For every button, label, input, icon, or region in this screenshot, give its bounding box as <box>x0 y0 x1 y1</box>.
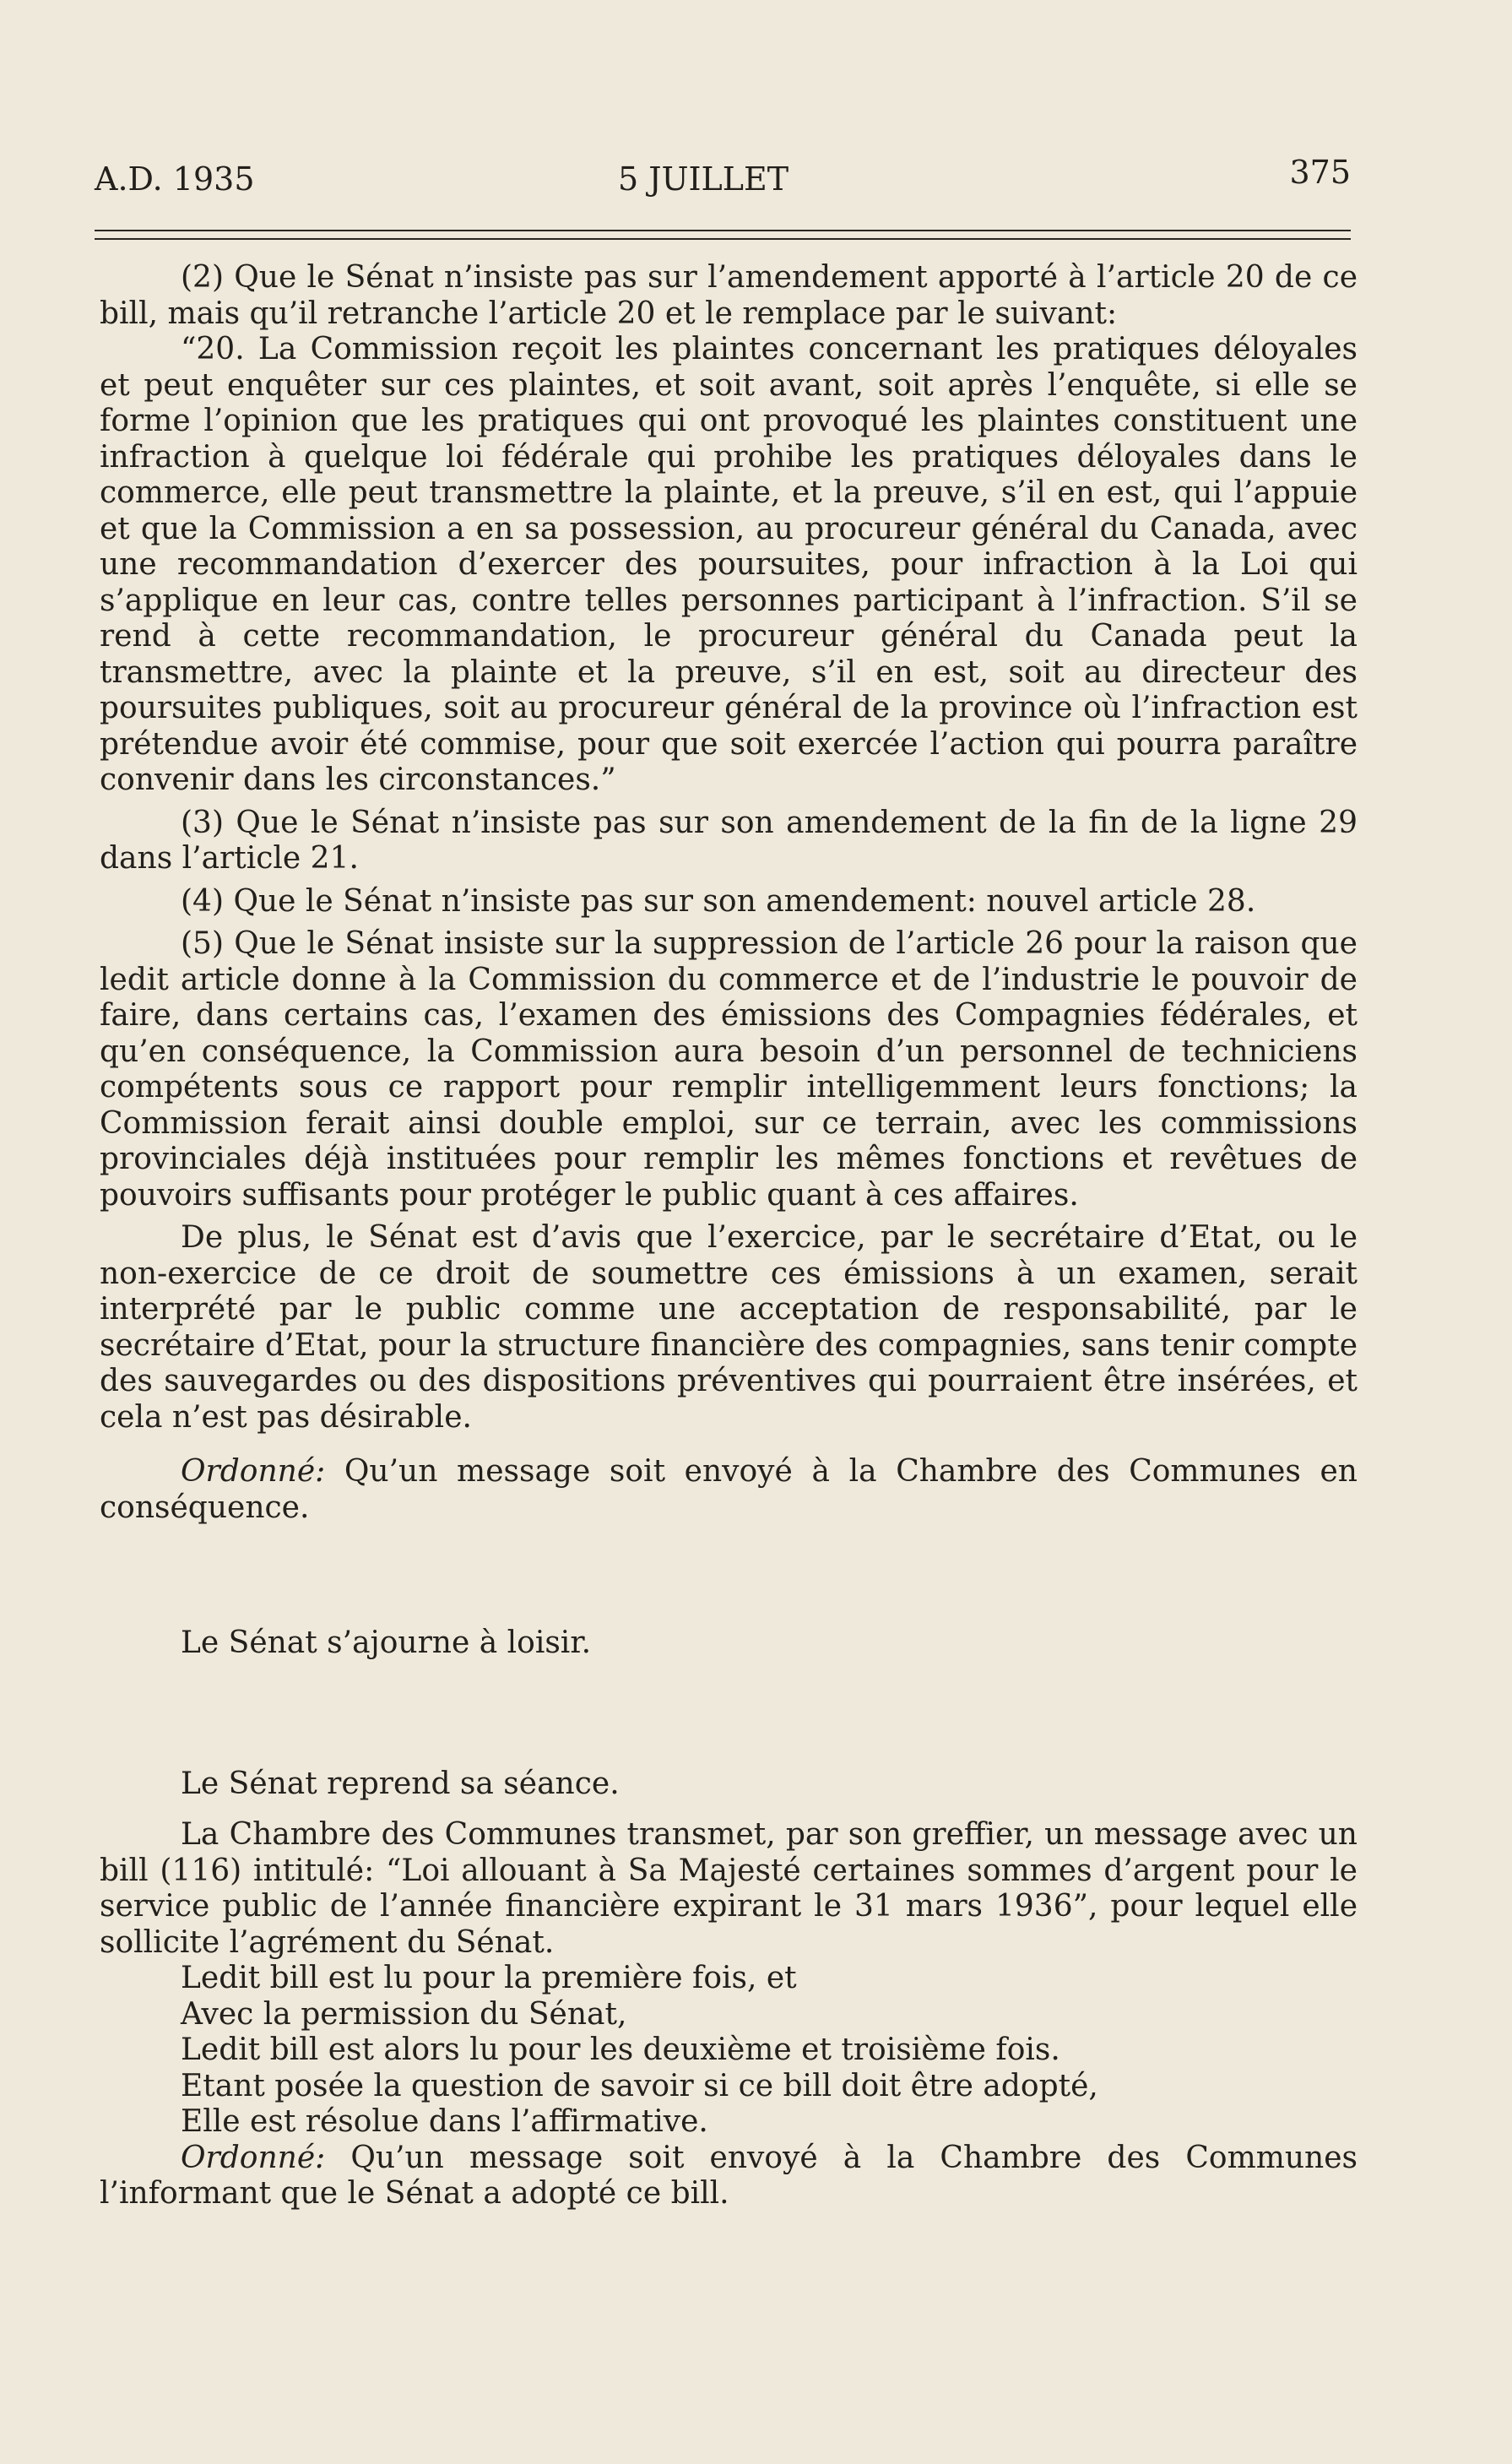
paragraph-de-plus: De plus, le Sénat est d’avis que l’exercice, par le secrétaire d’Etat, ou le non-exercice de ce droit de soumettre ces émissions à un examen, serait interprété par le public comme une acceptation de responsabilité, par le secrétaire d’Etat, pour la structure financière des compagnies, sans tenir compte des sauvegardes ou des dispositions préventives qui pourraient être insérées, et cela n’est pas désirable. <box>100 1220 1358 1435</box>
ordonne-paragraph-2 <box>100 2141 1358 2212</box>
header-year: A.D. 1935 <box>95 160 255 198</box>
ordonne-label-2: Ordonné: <box>181 2140 326 2175</box>
senate-resumes: Le Sénat reprend sa séance. <box>181 1766 620 1801</box>
ordonne-text-1: Qu’un message soit envoyé à la Chambre des Communes en conséquence. <box>100 1454 1358 1525</box>
paragraph-article-20: “20. La Commission reçoit les plaintes concernant les pratiques déloyales et peut enquêter sur ces plaintes, et soit avant, soit après l’enquête, si elle se forme l’opinion que les pratiques qui ont provoqué les plaintes constituent une infraction à quelque loi fédérale qui prohibe les pratiques déloyales dans le commerce, elle peut transmettre la plainte, et la preuve, s’il en est, qui l’appuie et que la Commission a en sa possession, au procureur général du Canada, avec une recommandation d’exercer des poursuites, pour infraction à la Loi qui s’applique en leur cas, contre telles personnes participant à l’infraction. S’il se rend à cette recommandation, le procureur général du Canada peut la transmettre, avec la plainte et la preuve, s’il en est, soit au directeur des poursuites publiques, soit au procureur général de la province où l’infraction est prétendue avoir été commise, pour que soit exercée l’action qui pourra paraître convenir dans les circonstances.” <box>100 332 1358 797</box>
ordonne-paragraph-1 <box>100 1454 1358 1526</box>
step-question: Etant posée la question de savoir si ce bill doit être adopté, <box>181 2068 1098 2103</box>
step-permission: Avec la permission du Sénat, <box>181 1996 627 2032</box>
step-first-reading: Ledit bill est lu pour la première fois, et <box>181 1961 797 1995</box>
paragraph-3: (3) Que le Sénat n’insiste pas sur son amendement de la fin de la ligne 29 dans l’article 21. <box>100 805 1358 876</box>
document-body <box>100 260 1358 2212</box>
header-rule-top <box>95 230 1351 231</box>
header-rule-bottom <box>95 238 1351 240</box>
step-second-third-reading: Ledit bill est alors lu pour les deuxième et troisième fois. <box>181 2033 1060 2067</box>
paragraph-2: (2) Que le Sénat n’insiste pas sur l’amendement apporté à l’article 20 de ce bill, mais qu’il retranche l’article 20 et le remplace par le suivant: <box>100 260 1358 331</box>
ordonne-label-1: Ordonné: <box>181 1454 326 1489</box>
commons-message-paragraph: La Chambre des Communes transmet, par son greffier, un message avec un bill (116) intitulé: “Loi allouant à Sa Majesté certaines sommes d’argent pour le service public de l’année financière expirant le 31 mars 1936”, pour lequel elle sollicite l’agrément du Sénat. <box>100 1817 1358 1960</box>
step-resolved: Elle est résolue dans l’affirmative. <box>181 2104 708 2139</box>
paragraph-5: (5) Que le Sénat insiste sur la suppression de l’article 26 pour la raison que ledit article donne à la Commission du commerce et de l’industrie le pouvoir de faire, dans certains cas, l’examen des émissions des Compagnies fédérales, et qu’en conséquence, la Commission aura besoin d’un personnel de techniciens compétents sous ce rapport pour remplir intelligemment leurs fonctions; la Commission ferait ainsi double emploi, sur ce terrain, avec les commissions provinciales déjà instituées pour remplir les mêmes fonctions et revêtues de pouvoirs suffisants pour protéger le public quant à ces affaires. <box>100 926 1358 1213</box>
senate-adjourns: Le Sénat s’ajourne à loisir. <box>181 1625 592 1660</box>
ordonne-text-2: Qu’un message soit envoyé à la Chambre des Communes l’informant que le Sénat a adopté ce bill. <box>100 2140 1358 2211</box>
header-date: 5 JUILLET <box>618 160 789 198</box>
page-header <box>95 154 1351 204</box>
page-number: 375 <box>1289 154 1351 191</box>
paragraph-4: (4) Que le Sénat n’insiste pas sur son amendement: nouvel article 28. <box>181 883 1256 919</box>
